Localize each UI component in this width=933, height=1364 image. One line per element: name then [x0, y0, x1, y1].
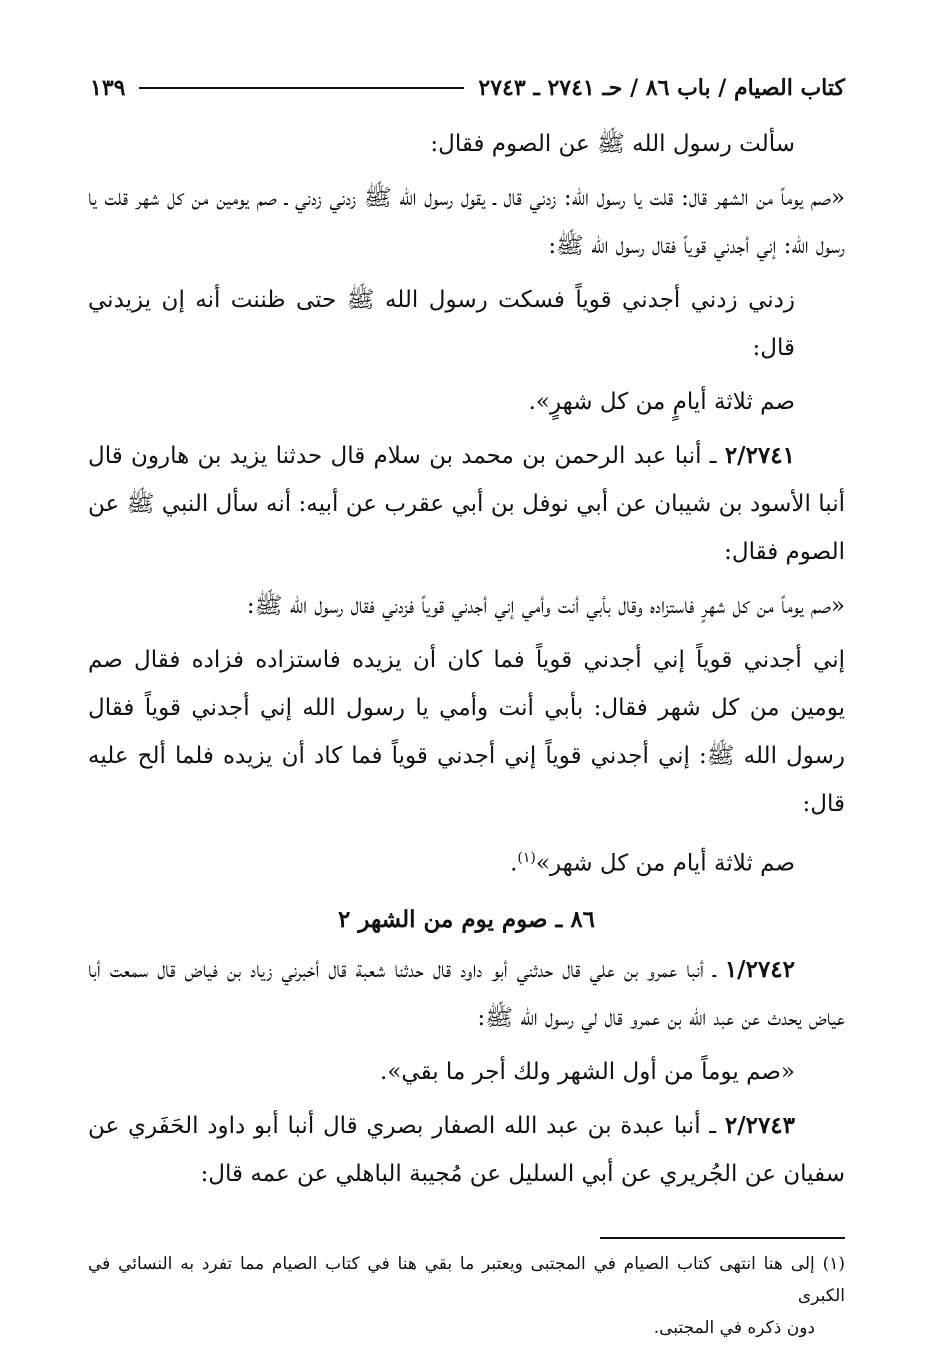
header-title: كتاب الصيام / باب ٨٦ / حـ ٢٧٤١ ـ ٢٧٤٣ — [478, 75, 845, 101]
footnote-rule — [600, 1237, 845, 1239]
paragraph-2: «صم يوماً من الشهر قال: قلت يا رسول الله: زدني قال ـ يقول رسول الله ﷺ زدني زدني ـ صم يومين من كل شهر قلت يا رسول الله: إني أجدني قوياً فقال رسول الله ﷺ: — [88, 185, 845, 259]
main-text — [88, 120, 845, 1204]
footnote-marker: (١) — [517, 850, 536, 866]
hadith-text: ـ أنبا عبد الرحمن بن محمد بن سلام قال حدثنا يزيد بن هارون قال أنبا الأسود بن شيبان عن أبي نوفل بن أبي عقرب عن أبيه: أنه سأل النبي ﷺ عن الصوم فقال: — [88, 443, 845, 565]
hadith-text: ـ أنبا عمرو بن علي قال حدثني أبو داود قال حدثنا شعبة قال أخبرني زياد بن فياض قال سمعت أبا عياض يحدث عن عبد الله بن عمرو قال لي رسول الله ﷺ: — [88, 956, 845, 1031]
hadith-number: ٢/٢٧٤١ — [724, 442, 795, 469]
paragraph-8-text: صم ثلاثة أيام من كل شهر» — [535, 850, 795, 877]
paragraph-8 — [88, 834, 845, 888]
footnotes — [88, 1248, 845, 1344]
hadith-number: ١/٢٧٤٢ — [724, 955, 795, 983]
paragraph-4: صم ثلاثة أيامٍ من كل شهرٍ». — [528, 389, 795, 415]
hadith-number: ٢/٢٧٤٣ — [724, 1111, 796, 1139]
paragraph-10: «صم يوماً من أول الشهر ولك أجر ما بقي». — [380, 1058, 795, 1085]
footnote-1-line-1: (١) إلى هنا انتهى كتاب الصيام في المجتبى ويعتبر ما بقي هنا في كتاب الصيام مما تفرد به النسائي في الكبرى — [88, 1254, 845, 1306]
hadith-2742 — [88, 946, 845, 1042]
footnote-1-line-2: دون ذكره في المجتبى. — [653, 1318, 815, 1338]
paragraph-6: «صم يوماً من كل شهرٍ فاستزاده وقال بأبي أنت وأمي إني أجدني قوياً فزدني فقال رسول الله ﷺ: — [246, 593, 845, 619]
paragraph-7: إني أجدني قوياً إني أجدني قوياً فما كان أن يزيده فاستزاده فزاده فقال صم يومين من كل شهر فقال: بأبي أنت وأمي يا رسول الله إني أجدني قوياً فقال رسول الله ﷺ: إني أجدني قوياً إني أجدني قوياً فما كاد أن يزيده فلما ألح عليه قال: — [88, 647, 845, 817]
section-title: ٨٦ ـ صوم يوم من الشهر ٢ — [337, 905, 596, 933]
hadith-2743 — [88, 1102, 845, 1198]
paragraph-1: سألت رسول الله ﷺ عن الصوم فقال: — [430, 131, 795, 157]
paragraph-8-end: . — [510, 850, 518, 877]
header-rule — [139, 87, 464, 89]
hadith-2741 — [88, 432, 845, 576]
hadith-text: ـ أنبا عبدة بن عبد الله الصفار بصري قال أنبا أبو داود الحَفَري عن سفيان عن الجُريري عن أبي السليل عن مُجيبة الباهلي عن عمه قال: — [88, 1112, 845, 1187]
paragraph-3: زدني زدني أجدني قوياً فسكت رسول الله ﷺ حتى ظننت أنه إن يزيدني قال: — [88, 287, 795, 361]
page-number: ١٣٩ — [90, 75, 126, 101]
running-header — [90, 70, 845, 106]
